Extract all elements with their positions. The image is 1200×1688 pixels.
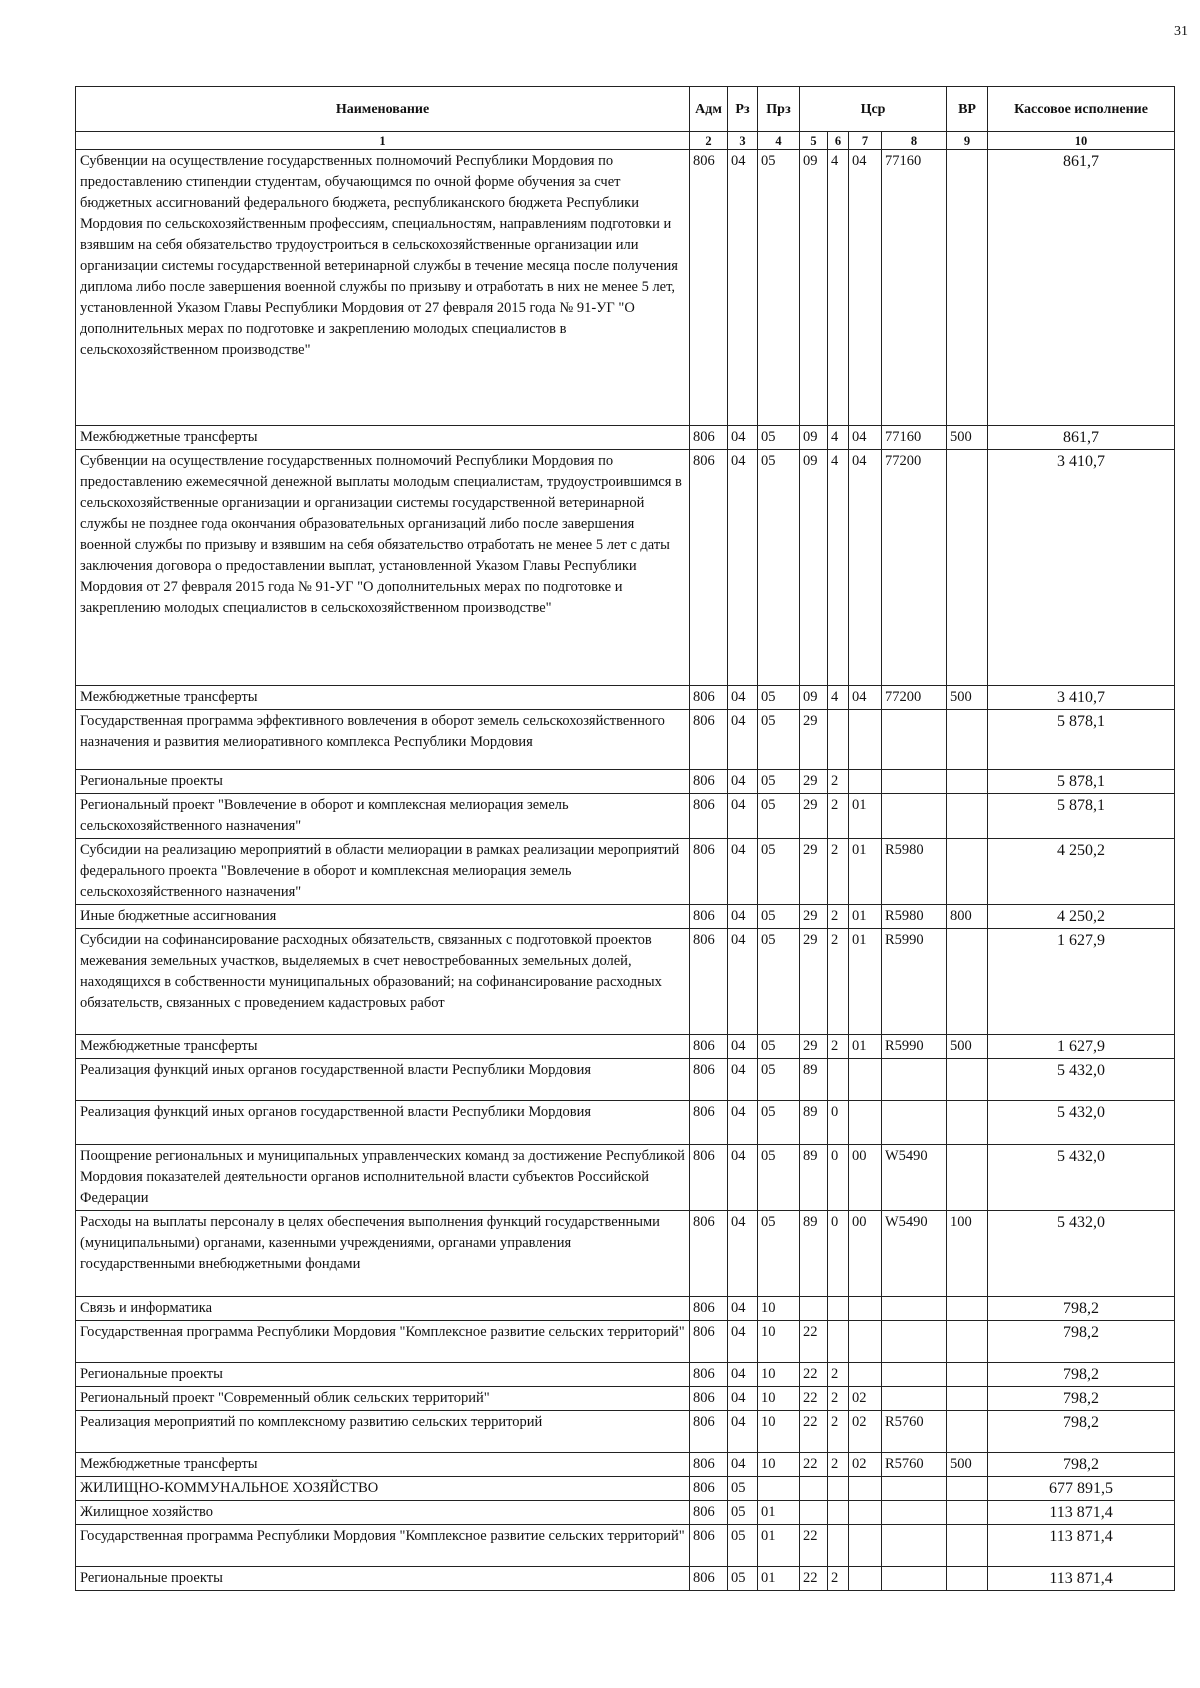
row-vr — [947, 839, 988, 905]
row-csr-program: 09 — [800, 450, 828, 686]
row-rz: 04 — [728, 1059, 758, 1101]
row-csr-event: 01 — [849, 929, 882, 1035]
row-adm: 806 — [690, 686, 728, 710]
row-amount: 5 878,1 — [988, 710, 1175, 770]
row-rz: 04 — [728, 150, 758, 426]
row-vr: 100 — [947, 1211, 988, 1297]
row-csr-event: 02 — [849, 1411, 882, 1453]
row-csr-direction — [882, 1321, 947, 1363]
row-adm: 806 — [690, 1059, 728, 1101]
row-vr — [947, 450, 988, 686]
row-csr-event: 04 — [849, 450, 882, 686]
row-vr — [947, 1501, 988, 1525]
table-row — [76, 1477, 1175, 1501]
row-csr-subprogram: 4 — [828, 686, 849, 710]
row-csr-direction — [882, 794, 947, 839]
row-adm: 806 — [690, 150, 728, 426]
row-csr-program: 29 — [800, 710, 828, 770]
row-prz: 05 — [758, 770, 800, 794]
row-amount: 798,2 — [988, 1363, 1175, 1387]
column-number: 1 — [76, 132, 690, 150]
row-csr-direction — [882, 710, 947, 770]
row-vr — [947, 1477, 988, 1501]
column-number: 6 — [828, 132, 849, 150]
row-vr — [947, 1525, 988, 1567]
row-name: Реализация мероприятий по комплексному развитию сельских территорий — [76, 1411, 690, 1453]
table-row — [76, 1145, 1175, 1211]
page-number: 31 — [1174, 24, 1188, 39]
row-csr-subprogram: 4 — [828, 426, 849, 450]
row-adm: 806 — [690, 1297, 728, 1321]
table-row — [76, 770, 1175, 794]
row-csr-subprogram: 2 — [828, 1453, 849, 1477]
row-rz: 04 — [728, 710, 758, 770]
row-csr-direction: R5990 — [882, 1035, 947, 1059]
row-csr-subprogram — [828, 1501, 849, 1525]
row-csr-subprogram: 2 — [828, 1035, 849, 1059]
row-amount: 4 250,2 — [988, 839, 1175, 905]
row-prz: 05 — [758, 1035, 800, 1059]
column-number: 2 — [690, 132, 728, 150]
row-prz: 01 — [758, 1525, 800, 1567]
row-vr — [947, 1297, 988, 1321]
row-prz: 05 — [758, 794, 800, 839]
row-csr-program: 22 — [800, 1321, 828, 1363]
row-prz: 10 — [758, 1411, 800, 1453]
column-number-row — [76, 132, 1175, 150]
row-rz: 04 — [728, 1211, 758, 1297]
row-csr-event: 01 — [849, 794, 882, 839]
row-csr-event — [849, 1501, 882, 1525]
row-csr-subprogram: 2 — [828, 929, 849, 1035]
row-vr — [947, 929, 988, 1035]
row-rz: 04 — [728, 1035, 758, 1059]
row-name: Субсидии на реализацию мероприятий в области мелиорации в рамках реализации мероприятий федерального проекта "Вовлечение в оборот и комплексная мелиорация земель сельскохозяйственного назначения" — [76, 839, 690, 905]
row-csr-direction: W5490 — [882, 1211, 947, 1297]
header-csr: Цср — [800, 87, 947, 132]
row-vr — [947, 1321, 988, 1363]
row-rz: 05 — [728, 1567, 758, 1591]
row-csr-direction: 77200 — [882, 686, 947, 710]
row-rz: 04 — [728, 929, 758, 1035]
row-name: Межбюджетные трансферты — [76, 1035, 690, 1059]
row-adm: 806 — [690, 1453, 728, 1477]
row-name: Региональные проекты — [76, 1567, 690, 1591]
row-prz: 05 — [758, 1211, 800, 1297]
row-rz: 04 — [728, 839, 758, 905]
row-name: Государственная программа Республики Мордовия "Комплексное развитие сельских территорий" — [76, 1321, 690, 1363]
row-csr-subprogram: 4 — [828, 150, 849, 426]
row-csr-program: 09 — [800, 686, 828, 710]
row-adm: 806 — [690, 1321, 728, 1363]
table-row — [76, 905, 1175, 929]
row-rz: 04 — [728, 770, 758, 794]
table-row — [76, 150, 1175, 426]
row-csr-program: 22 — [800, 1411, 828, 1453]
row-csr-program: 29 — [800, 929, 828, 1035]
row-prz: 05 — [758, 1145, 800, 1211]
row-vr — [947, 1363, 988, 1387]
row-amount: 113 871,4 — [988, 1501, 1175, 1525]
row-csr-event: 01 — [849, 1035, 882, 1059]
row-csr-program: 09 — [800, 426, 828, 450]
row-vr — [947, 1387, 988, 1411]
row-amount: 798,2 — [988, 1387, 1175, 1411]
row-csr-subprogram — [828, 710, 849, 770]
row-amount: 1 627,9 — [988, 1035, 1175, 1059]
row-csr-subprogram: 2 — [828, 1387, 849, 1411]
row-csr-program — [800, 1297, 828, 1321]
row-rz: 04 — [728, 905, 758, 929]
row-prz: 05 — [758, 1059, 800, 1101]
row-prz: 05 — [758, 1101, 800, 1145]
row-prz: 05 — [758, 710, 800, 770]
row-amount: 5 432,0 — [988, 1211, 1175, 1297]
row-csr-direction: R5980 — [882, 839, 947, 905]
row-csr-direction: 77160 — [882, 426, 947, 450]
row-prz: 10 — [758, 1453, 800, 1477]
row-csr-program: 29 — [800, 905, 828, 929]
row-csr-direction: 77160 — [882, 150, 947, 426]
table-row — [76, 1387, 1175, 1411]
row-csr-direction — [882, 1525, 947, 1567]
table-row — [76, 1501, 1175, 1525]
row-csr-subprogram: 2 — [828, 1567, 849, 1591]
row-rz: 04 — [728, 1411, 758, 1453]
row-csr-subprogram: 0 — [828, 1211, 849, 1297]
row-rz: 05 — [728, 1501, 758, 1525]
header-prz: Прз — [758, 87, 800, 132]
row-csr-direction: R5760 — [882, 1453, 947, 1477]
row-rz: 04 — [728, 1363, 758, 1387]
row-csr-event — [849, 770, 882, 794]
header-adm: Адм — [690, 87, 728, 132]
row-adm: 806 — [690, 426, 728, 450]
row-adm: 806 — [690, 839, 728, 905]
row-csr-program: 22 — [800, 1567, 828, 1591]
row-name: Реализация функций иных органов государственной власти Республики Мордовия — [76, 1101, 690, 1145]
row-csr-subprogram — [828, 1297, 849, 1321]
row-csr-event: 02 — [849, 1453, 882, 1477]
row-adm: 806 — [690, 1525, 728, 1567]
row-rz: 04 — [728, 1387, 758, 1411]
row-name: Поощрение региональных и муниципальных управленческих команд за достижение Республикой Мордовия показателей деятельности органов исполнительной власти субъектов Российской Федерации — [76, 1145, 690, 1211]
row-csr-direction: R5980 — [882, 905, 947, 929]
row-adm: 806 — [690, 710, 728, 770]
row-csr-event: 04 — [849, 686, 882, 710]
row-csr-event — [849, 1059, 882, 1101]
row-csr-event: 00 — [849, 1145, 882, 1211]
row-csr-program: 22 — [800, 1363, 828, 1387]
row-csr-event — [849, 1525, 882, 1567]
table-row — [76, 686, 1175, 710]
row-amount: 798,2 — [988, 1453, 1175, 1477]
row-prz: 10 — [758, 1297, 800, 1321]
row-adm: 806 — [690, 1477, 728, 1501]
row-adm: 806 — [690, 1411, 728, 1453]
row-vr — [947, 1567, 988, 1591]
row-csr-program — [800, 1477, 828, 1501]
row-vr — [947, 150, 988, 426]
row-adm: 806 — [690, 929, 728, 1035]
row-csr-event: 02 — [849, 1387, 882, 1411]
row-vr — [947, 1145, 988, 1211]
table-row — [76, 1567, 1175, 1591]
row-vr — [947, 1101, 988, 1145]
row-vr: 500 — [947, 1035, 988, 1059]
row-name: Иные бюджетные ассигнования — [76, 905, 690, 929]
row-csr-program: 89 — [800, 1145, 828, 1211]
row-csr-subprogram: 2 — [828, 1363, 849, 1387]
row-csr-event — [849, 1321, 882, 1363]
row-name: Реализация функций иных органов государственной власти Республики Мордовия — [76, 1059, 690, 1101]
row-name: Межбюджетные трансферты — [76, 426, 690, 450]
row-prz — [758, 1477, 800, 1501]
row-amount: 798,2 — [988, 1297, 1175, 1321]
row-csr-direction — [882, 1059, 947, 1101]
row-csr-subprogram — [828, 1321, 849, 1363]
row-amount: 5 878,1 — [988, 770, 1175, 794]
row-vr — [947, 770, 988, 794]
row-amount: 5 432,0 — [988, 1145, 1175, 1211]
row-rz: 04 — [728, 686, 758, 710]
row-amount: 113 871,4 — [988, 1525, 1175, 1567]
row-name: Жилищное хозяйство — [76, 1501, 690, 1525]
header-name: Наименование — [76, 87, 690, 132]
row-amount: 5 432,0 — [988, 1101, 1175, 1145]
column-number: 3 — [728, 132, 758, 150]
row-name: Региональные проекты — [76, 770, 690, 794]
column-number: 8 — [882, 132, 947, 150]
row-csr-program: 09 — [800, 150, 828, 426]
table-row — [76, 1297, 1175, 1321]
row-vr: 800 — [947, 905, 988, 929]
table-row — [76, 1411, 1175, 1453]
row-csr-event — [849, 1101, 882, 1145]
table-body — [76, 150, 1175, 1591]
table-row — [76, 450, 1175, 686]
row-amount: 861,7 — [988, 150, 1175, 426]
row-csr-direction — [882, 1101, 947, 1145]
row-csr-direction — [882, 1387, 947, 1411]
row-name: Субсидии на софинансирование расходных обязательств, связанных с подготовкой проектов межевания земельных участков, выделяемых в счет невостребованных земельных долей, находящихся в собственности муниципальных образований; на софинансирование расходных обязательств, связанных с проведением кадастровых работ — [76, 929, 690, 1035]
row-csr-direction: W5490 — [882, 1145, 947, 1211]
row-adm: 806 — [690, 1101, 728, 1145]
row-prz: 05 — [758, 150, 800, 426]
row-csr-subprogram — [828, 1059, 849, 1101]
row-prz: 05 — [758, 450, 800, 686]
row-adm: 806 — [690, 770, 728, 794]
row-rz: 04 — [728, 450, 758, 686]
row-adm: 806 — [690, 1501, 728, 1525]
column-number: 9 — [947, 132, 988, 150]
row-amount: 861,7 — [988, 426, 1175, 450]
row-csr-subprogram — [828, 1477, 849, 1501]
row-vr: 500 — [947, 686, 988, 710]
table-row — [76, 839, 1175, 905]
row-adm: 806 — [690, 1363, 728, 1387]
row-rz: 04 — [728, 1297, 758, 1321]
row-prz: 10 — [758, 1387, 800, 1411]
row-csr-program: 22 — [800, 1525, 828, 1567]
row-vr — [947, 794, 988, 839]
row-prz: 05 — [758, 905, 800, 929]
row-name: Межбюджетные трансферты — [76, 1453, 690, 1477]
row-csr-program: 22 — [800, 1453, 828, 1477]
row-vr — [947, 1059, 988, 1101]
row-csr-direction: 77200 — [882, 450, 947, 686]
row-csr-subprogram: 2 — [828, 794, 849, 839]
row-prz: 05 — [758, 426, 800, 450]
row-csr-program: 89 — [800, 1059, 828, 1101]
row-csr-subprogram: 2 — [828, 905, 849, 929]
row-adm: 806 — [690, 905, 728, 929]
row-csr-event: 04 — [849, 150, 882, 426]
row-vr: 500 — [947, 426, 988, 450]
row-csr-direction — [882, 1297, 947, 1321]
row-rz: 04 — [728, 1145, 758, 1211]
row-prz: 01 — [758, 1501, 800, 1525]
row-amount: 798,2 — [988, 1321, 1175, 1363]
row-csr-subprogram: 0 — [828, 1101, 849, 1145]
row-csr-event: 04 — [849, 426, 882, 450]
row-csr-event — [849, 710, 882, 770]
row-vr — [947, 1411, 988, 1453]
row-csr-subprogram — [828, 1525, 849, 1567]
row-amount: 3 410,7 — [988, 450, 1175, 686]
row-rz: 04 — [728, 426, 758, 450]
row-name: Региональные проекты — [76, 1363, 690, 1387]
table-row — [76, 1453, 1175, 1477]
row-csr-event — [849, 1477, 882, 1501]
row-adm: 806 — [690, 1387, 728, 1411]
row-csr-program: 29 — [800, 770, 828, 794]
row-amount: 5 878,1 — [988, 794, 1175, 839]
table-row — [76, 1211, 1175, 1297]
row-csr-program — [800, 1501, 828, 1525]
column-number: 4 — [758, 132, 800, 150]
table-row — [76, 426, 1175, 450]
row-name: Связь и информатика — [76, 1297, 690, 1321]
row-name: Государственная программа эффективного вовлечения в оборот земель сельскохозяйственного назначения и развития мелиоративного комплекса Республики Мордовия — [76, 710, 690, 770]
row-name: Межбюджетные трансферты — [76, 686, 690, 710]
row-csr-direction: R5990 — [882, 929, 947, 1035]
row-csr-event — [849, 1567, 882, 1591]
row-name: Расходы на выплаты персоналу в целях обеспечения выполнения функций государственными (муниципальными) органами, казенными учреждениями, органами управления государственными внебюджетными фондами — [76, 1211, 690, 1297]
budget-execution-table — [75, 86, 1175, 1591]
row-csr-direction — [882, 1501, 947, 1525]
row-rz: 04 — [728, 794, 758, 839]
table-row — [76, 929, 1175, 1035]
table-row — [76, 1525, 1175, 1567]
row-vr: 500 — [947, 1453, 988, 1477]
row-csr-direction — [882, 1567, 947, 1591]
row-csr-event: 00 — [849, 1211, 882, 1297]
row-csr-event: 01 — [849, 905, 882, 929]
table-row — [76, 1059, 1175, 1101]
header-amount: Кассовое исполнение — [988, 87, 1175, 132]
table-row — [76, 1321, 1175, 1363]
row-csr-direction — [882, 1477, 947, 1501]
header-vr: ВР — [947, 87, 988, 132]
row-adm: 806 — [690, 1211, 728, 1297]
row-amount: 677 891,5 — [988, 1477, 1175, 1501]
row-csr-program: 29 — [800, 1035, 828, 1059]
row-name: Субвенции на осуществление государственных полномочий Республики Мордовия по предоставлению ежемесячной денежной выплаты молодым специалистам, трудоустроившимся в сельскохозяйственные организации и организации системы государственной ветеринарной службы не позднее года окончания образовательных организаций либо после завершения военной службы по призыву и взявшим на себя обязательство отработать не менее 5 лет с даты заключения договора о предоставлении выплат, установленной Указом Главы Республики Мордовия от 27 февраля 2015 года № 91-УГ "О дополнительных мерах по подготовке и закреплению молодых специалистов в сельскохозяйственном производстве" — [76, 450, 690, 686]
row-name: Региональный проект "Современный облик сельских территорий" — [76, 1387, 690, 1411]
row-csr-event — [849, 1363, 882, 1387]
row-amount: 4 250,2 — [988, 905, 1175, 929]
row-csr-subprogram: 4 — [828, 450, 849, 686]
column-number: 5 — [800, 132, 828, 150]
row-csr-direction — [882, 1363, 947, 1387]
row-prz: 05 — [758, 839, 800, 905]
row-csr-program: 89 — [800, 1211, 828, 1297]
table-row — [76, 1101, 1175, 1145]
row-adm: 806 — [690, 450, 728, 686]
table-row — [76, 710, 1175, 770]
table-header-row — [76, 87, 1175, 132]
row-csr-event — [849, 1297, 882, 1321]
row-rz: 05 — [728, 1525, 758, 1567]
row-prz: 10 — [758, 1363, 800, 1387]
row-csr-event: 01 — [849, 839, 882, 905]
row-rz: 04 — [728, 1321, 758, 1363]
row-amount: 5 432,0 — [988, 1059, 1175, 1101]
row-csr-subprogram: 2 — [828, 770, 849, 794]
row-csr-program: 22 — [800, 1387, 828, 1411]
row-csr-program: 89 — [800, 1101, 828, 1145]
row-rz: 05 — [728, 1477, 758, 1501]
row-amount: 1 627,9 — [988, 929, 1175, 1035]
row-prz: 10 — [758, 1321, 800, 1363]
row-csr-subprogram: 2 — [828, 1411, 849, 1453]
row-adm: 806 — [690, 1035, 728, 1059]
row-name: Субвенции на осуществление государственных полномочий Республики Мордовия по предоставлению стипендии студентам, обучающимся по очной форме обучения за счет бюджетных ассигнований федерального бюджета, республиканского бюджета Республики Мордовия по сельскохозяйственным профессиям, специальностям, направлениям подготовки и взявшим на себя обязательство трудоустроиться в сельскохозяйственные организации или организации системы государственной ветеринарной службы в течение месяца после получения диплома либо после завершения военной службы по призыву и отработать в них не менее 5 лет, установленной Указом Главы Республики Мордовия от 27 февраля 2015 года № 91-УГ "О дополнительных мерах по подготовке и закреплению молодых специалистов в сельскохозяйственном производстве" — [76, 150, 690, 426]
row-name: ЖИЛИЩНО-КОММУНАЛЬНОЕ ХОЗЯЙСТВО — [76, 1477, 690, 1501]
row-adm: 806 — [690, 1567, 728, 1591]
row-rz: 04 — [728, 1101, 758, 1145]
row-csr-direction — [882, 770, 947, 794]
row-rz: 04 — [728, 1453, 758, 1477]
row-prz: 05 — [758, 929, 800, 1035]
row-csr-program: 29 — [800, 794, 828, 839]
table-row — [76, 1363, 1175, 1387]
row-name: Государственная программа Республики Мордовия "Комплексное развитие сельских территорий" — [76, 1525, 690, 1567]
table-row — [76, 794, 1175, 839]
row-prz: 05 — [758, 686, 800, 710]
row-csr-subprogram: 0 — [828, 1145, 849, 1211]
row-csr-direction: R5760 — [882, 1411, 947, 1453]
row-adm: 806 — [690, 1145, 728, 1211]
row-amount: 3 410,7 — [988, 686, 1175, 710]
row-amount: 798,2 — [988, 1411, 1175, 1453]
column-number: 7 — [849, 132, 882, 150]
row-csr-program: 29 — [800, 839, 828, 905]
row-adm: 806 — [690, 794, 728, 839]
table-row — [76, 1035, 1175, 1059]
column-number: 10 — [988, 132, 1175, 150]
row-prz: 01 — [758, 1567, 800, 1591]
header-rz: Рз — [728, 87, 758, 132]
row-name: Региональный проект "Вовлечение в оборот и комплексная мелиорация земель сельскохозяйственного назначения" — [76, 794, 690, 839]
row-csr-subprogram: 2 — [828, 839, 849, 905]
row-vr — [947, 710, 988, 770]
row-amount: 113 871,4 — [988, 1567, 1175, 1591]
